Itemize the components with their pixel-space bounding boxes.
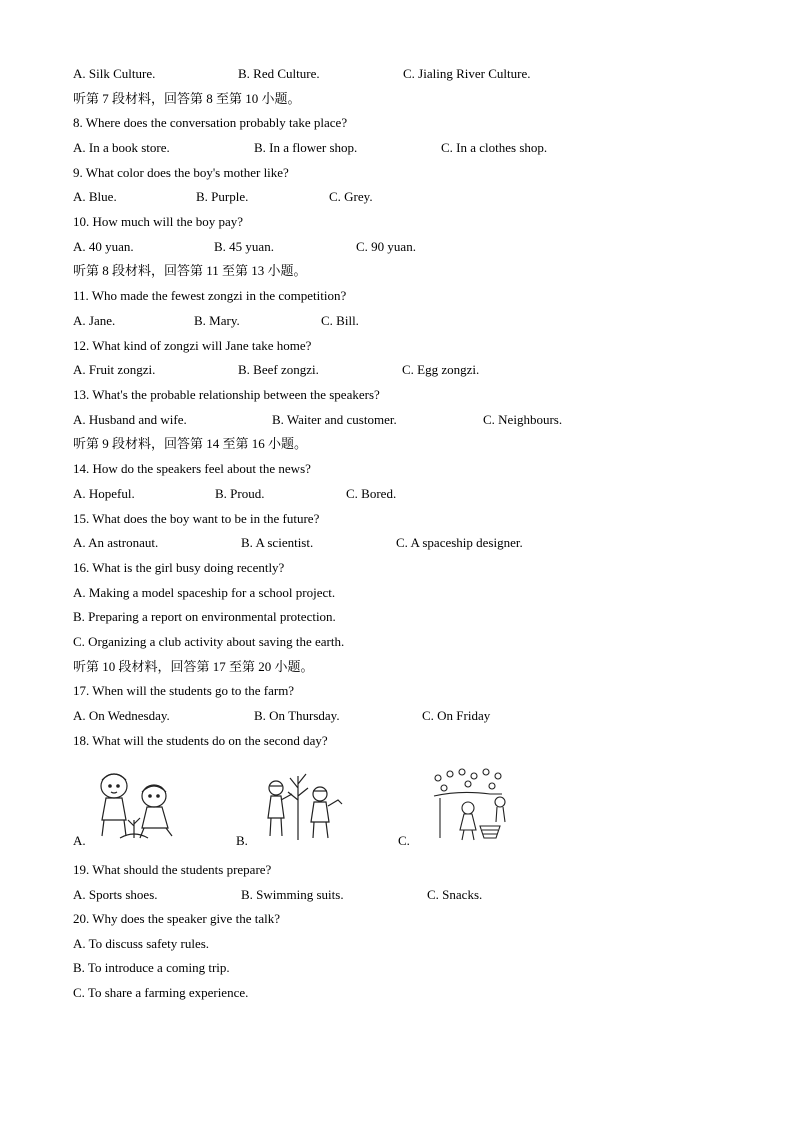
q15-option-c: C. A spaceship designer. <box>396 535 523 550</box>
q19-option-b: B. Swimming suits. <box>241 887 344 902</box>
q19-option-c: C. Snacks. <box>427 887 483 902</box>
q19-option-a: A. Sports shoes. <box>73 887 158 902</box>
q13-option-b: B. Waiter and customer. <box>272 412 397 427</box>
q14-option-a: A. Hopeful. <box>73 486 135 501</box>
q16-option-b: B. Preparing a report on environmental protection. <box>73 609 336 624</box>
section-7-instruction: 听第 7 段材料，回答第 8 至第 10 小题。 <box>73 91 301 106</box>
q11-question: 11. Who made the fewest zongzi in the competition? <box>73 288 347 303</box>
q10-option-a: A. 40 yuan. <box>73 239 134 254</box>
q12-option-c: C. Egg zongzi. <box>402 362 480 377</box>
picking-apples-picture <box>430 768 510 842</box>
q20-option-c: C. To share a farming experience. <box>73 985 249 1000</box>
q12-option-b: B. Beef zongzi. <box>238 362 319 377</box>
q16-option-c: C. Organizing a club activity about saving the earth. <box>73 634 345 649</box>
q11-option-c: C. Bill. <box>321 313 359 328</box>
q14-question: 14. How do the speakers feel about the news? <box>73 461 311 476</box>
q7-option-a: A. Silk Culture. <box>73 66 156 81</box>
q15-option-b: B. A scientist. <box>241 535 314 550</box>
children-planting-picture <box>92 768 182 842</box>
children-watering-tree-picture <box>258 766 346 842</box>
q20-option-a: A. To discuss safety rules. <box>73 936 210 951</box>
q14-option-c: C. Bored. <box>346 486 397 501</box>
q11-option-a: A. Jane. <box>73 313 116 328</box>
q17-option-c: C. On Friday <box>422 708 491 723</box>
q15-option-a: A. An astronaut. <box>73 535 159 550</box>
q10-question: 10. How much will the boy pay? <box>73 214 244 229</box>
q10-option-c: C. 90 yuan. <box>356 239 416 254</box>
q20-option-b: B. To introduce a coming trip. <box>73 960 230 975</box>
q13-question: 13. What's the probable relationship between the speakers? <box>73 387 380 402</box>
q17-option-a: A. On Wednesday. <box>73 708 170 723</box>
q17-option-b: B. On Thursday. <box>254 708 340 723</box>
q7-option-c: C. Jialing River Culture. <box>403 66 531 81</box>
q9-option-b: B. Purple. <box>196 189 249 204</box>
q8-question: 8. Where does the conversation probably take place? <box>73 115 348 130</box>
q12-option-a: A. Fruit zongzi. <box>73 362 156 377</box>
section-8-instruction: 听第 8 段材料，回答第 11 至第 13 小题。 <box>73 263 307 278</box>
q9-option-c: C. Grey. <box>329 189 373 204</box>
q14-option-b: B. Proud. <box>215 486 265 501</box>
q7-option-b: B. Red Culture. <box>238 66 320 81</box>
section-9-instruction: 听第 9 段材料，回答第 14 至第 16 小题。 <box>73 436 308 451</box>
section-10-instruction: 听第 10 段材料，回答第 17 至第 20 小题。 <box>73 659 314 674</box>
q16-option-a: A. Making a model spaceship for a school project. <box>73 585 336 600</box>
q20-question: 20. Why does the speaker give the talk? <box>73 911 280 926</box>
q13-option-c: C. Neighbours. <box>483 412 563 427</box>
q15-question: 15. What does the boy want to be in the future? <box>73 511 320 526</box>
q18-option-a-label: A. <box>73 833 86 848</box>
q18-option-b-label: B. <box>236 833 248 848</box>
q8-option-a: A. In a book store. <box>73 140 170 155</box>
q13-option-a: A. Husband and wife. <box>73 412 187 427</box>
q12-question: 12. What kind of zongzi will Jane take home? <box>73 338 312 353</box>
q8-option-b: B. In a flower shop. <box>254 140 358 155</box>
q9-option-a: A. Blue. <box>73 189 117 204</box>
q18-question: 18. What will the students do on the second day? <box>73 733 328 748</box>
q9-question: 9. What color does the boy's mother like? <box>73 165 289 180</box>
q11-option-b: B. Mary. <box>194 313 240 328</box>
q19-question: 19. What should the students prepare? <box>73 862 272 877</box>
q17-question: 17. When will the students go to the farm? <box>73 683 295 698</box>
q10-option-b: B. 45 yuan. <box>214 239 274 254</box>
q16-question: 16. What is the girl busy doing recently? <box>73 560 285 575</box>
q18-option-c-label: C. <box>398 833 410 848</box>
q8-option-c: C. In a clothes shop. <box>441 140 548 155</box>
